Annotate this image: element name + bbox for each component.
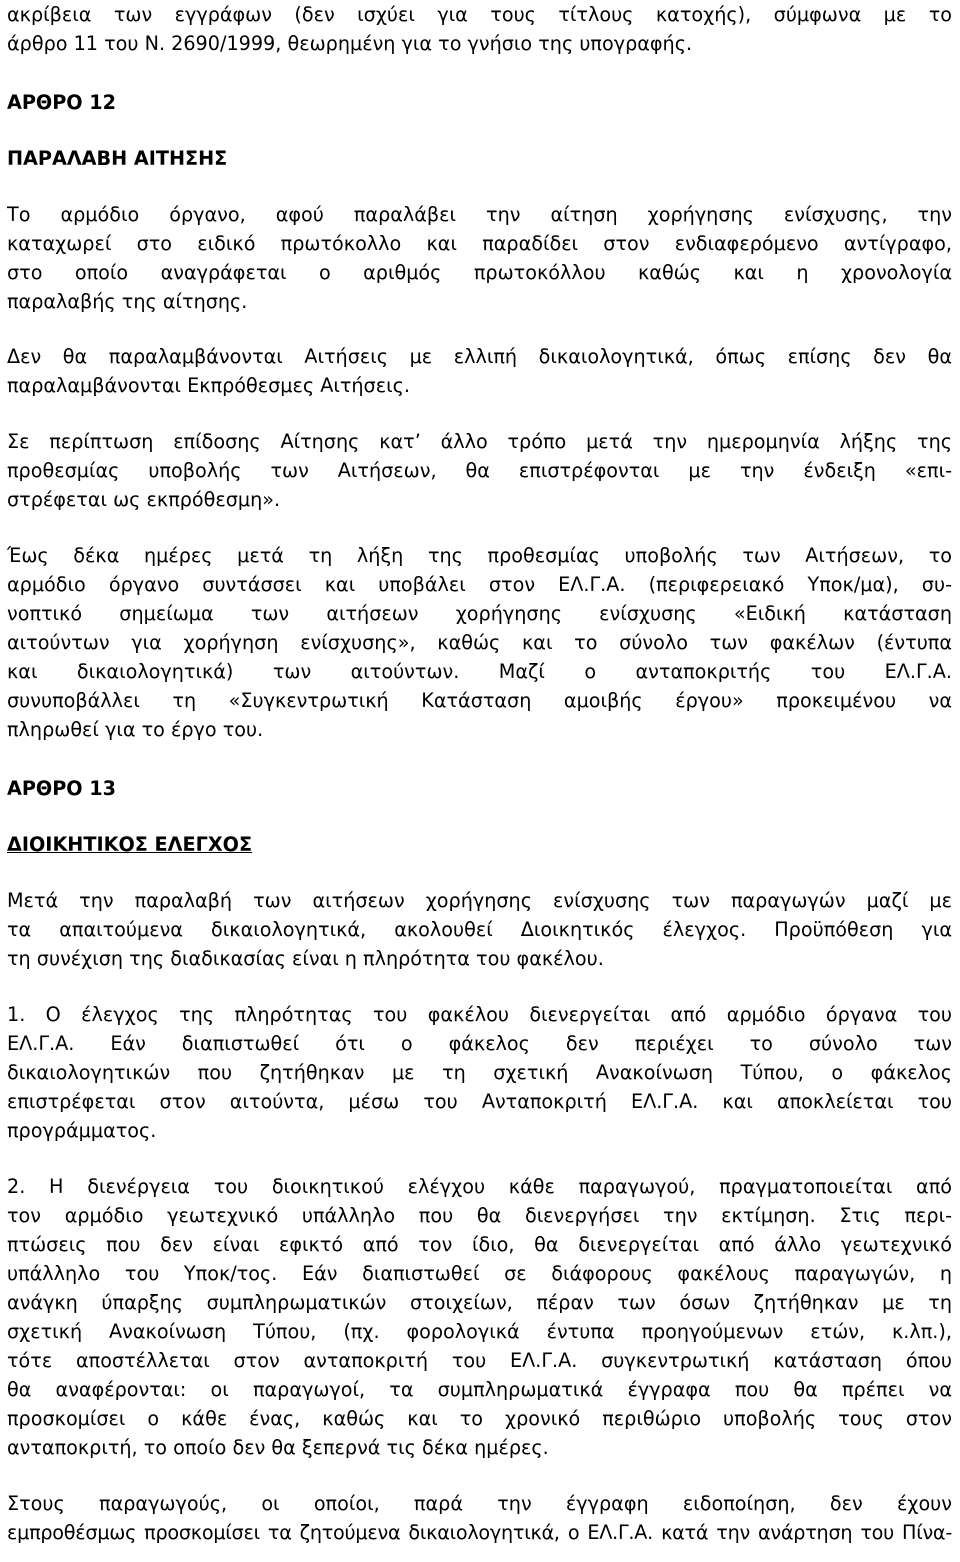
text-line: στρέφεται ως εκπρόθεσμη». — [7, 488, 281, 511]
article-12-paragraph-3 — [7, 427, 952, 514]
text-line: υπάλληλο του Υποκ/τος. Εάν διαπιστωθεί σε διάφορους φακέλους παραγωγών, η — [7, 1262, 952, 1285]
text-line: πληρωθεί για το έργο του. — [7, 718, 264, 741]
text-line: προγράμματος. — [7, 1119, 157, 1142]
article-12-paragraph-1 — [7, 200, 952, 316]
text-line: αιτούντων για χορήγηση ενίσχυσης», καθώς και το σύνολο των φακέλων (έντυπα — [7, 631, 952, 654]
text-line: πτώσεις που δεν είναι εφικτό από τον ίδιο, θα διενεργείται από άλλο γεωτεχνικό — [7, 1233, 952, 1256]
text-line: Σε περίπτωση επίδοσης Αίτησης κατ’ άλλο τρόπο μετά την ημερομηνία λήξης της — [7, 430, 952, 453]
text-line: άρθρο 11 του Ν. 2690/1999, θεωρημένη για το γνήσιο της υπογραφής. — [7, 32, 693, 55]
top-paragraph — [7, 0, 952, 58]
text-line: Έως δέκα ημέρες μετά τη λήξη της προθεσμίας υποβολής των Αιτήσεων, το — [7, 544, 952, 567]
text-line: 2. Η διενέργεια του διοικητικού ελέγχου κάθε παραγωγού, πραγματοποιείται από — [7, 1175, 952, 1198]
text-line: αρμόδιο όργανο συντάσσει και υποβάλει στον ΕΛ.Γ.Α. (περιφερειακό Υποκ/μα), συ- — [7, 573, 952, 596]
text-line: ακρίβεια των εγγράφων (δεν ισχύει για τους τίτλους κατοχής), σύμφωνα με το — [7, 3, 952, 26]
text-line: παραλαβής της αίτησης. — [7, 290, 248, 313]
text-line: τον αρμόδιο γεωτεχνικό υπάλληλο που θα διενεργήσει την εκτίμηση. Στις περι- — [7, 1204, 952, 1227]
text-line: θα αναφέρονται: οι παραγωγοί, τα συμπληρωματικά έγγραφα που θα πρέπει να — [7, 1378, 952, 1401]
article-13-paragraph-4 — [7, 1489, 952, 1547]
text-line: προθεσμίας υποβολής των Αιτήσεων, θα επιστρέφονται με την ένδειξη «επι- — [7, 459, 952, 482]
article-13-paragraph-1 — [7, 886, 952, 973]
text-line: επιστρέφεται στον αιτούντα, μέσω του Ανταποκριτή ΕΛ.Γ.Α. και αποκλείεται του — [7, 1090, 952, 1113]
article-12-number: ΑΡΘΡΟ 12 — [7, 91, 116, 114]
text-line: Δεν θα παραλαμβάνονται Αιτήσεις με ελλιπή δικαιολογητικά, όπως επίσης δεν θα — [7, 345, 952, 368]
text-line: σχετική Ανακοίνωση Τύπου, (πχ. φορολογικά έντυπα προηγούμενων ετών, κ.λπ.), — [7, 1320, 952, 1343]
article-13-number: ΑΡΘΡΟ 13 — [7, 777, 116, 800]
text-line: τα απαιτούμενα δικαιολογητικά, ακολουθεί Διοικητικός έλεγχος. Προϋπόθεση για — [7, 918, 952, 941]
text-line: Μετά την παραλαβή των αιτήσεων χορήγησης ενίσχυσης των παραγωγών μαζί με — [7, 889, 952, 912]
text-line: και δικαιολογητικά) των αιτούντων. Μαζί ο ανταποκριτής του ΕΛ.Γ.Α. — [7, 660, 952, 683]
text-line: προσκομίσει ο κάθε ένας, καθώς και το χρονικό περιθώριο υποβολής τους στον — [7, 1407, 952, 1430]
text-line: παραλαμβάνονται Εκπρόθεσμες Αιτήσεις. — [7, 374, 410, 397]
text-line: στο οποίο αναγράφεται ο αριθμός πρωτοκόλλου καθώς και η χρονολογία — [7, 261, 952, 284]
text-line: τη συνέχιση της διαδικασίας είναι η πληρότητα του φακέλου. — [7, 947, 604, 970]
article-13-paragraph-2 — [7, 1000, 952, 1145]
text-line: Στους παραγωγούς, οι οποίοι, παρά την έγγραφη ειδοποίηση, δεν έχουν — [7, 1492, 952, 1515]
text-line: καταχωρεί στο ειδικό πρωτόκολλο και παραδίδει στον ενδιαφερόμενο αντίγραφο, — [7, 232, 952, 255]
text-line: Το αρμόδιο όργανο, αφού παραλάβει την αίτηση χορήγησης ενίσχυσης, την — [7, 203, 952, 226]
article-12-paragraph-2 — [7, 342, 952, 400]
text-line: δικαιολογητικών που ζητήθηκαν με τη σχετική Ανακοίνωση Τύπου, ο φάκελος — [7, 1061, 952, 1084]
text-line: τότε αποστέλλεται στον ανταποκριτή του ΕΛ.Γ.Α. συγκεντρωτική κατάσταση όπου — [7, 1349, 952, 1372]
article-12-title: ΠΑΡΑΛΑΒΗ ΑΙΤΗΣΗΣ — [7, 147, 228, 170]
article-12-paragraph-4 — [7, 541, 952, 744]
text-line: ανάγκη ύπαρξης συμπληρωματικών στοιχείων, πέραν των όσων ζητήθηκαν με τη — [7, 1291, 952, 1314]
text-line: συνυποβάλλει τη «Συγκεντρωτική Κατάσταση αμοιβής έργου» προκειμένου να — [7, 689, 952, 712]
text-line: 1. Ο έλεγχος της πληρότητας του φακέλου διενεργείται από αρμόδιο όργανα του — [7, 1003, 952, 1026]
article-13-title: ΔΙΟΙΚΗΤΙΚΟΣ ΕΛΕΓΧΟΣ — [7, 833, 253, 856]
text-line: εμπροθέσμως προσκομίσει τα ζητούμενα δικαιολογητικά, ο ΕΛ.Γ.Α. κατά την ανάρτηση του Πίνα- — [7, 1521, 952, 1544]
article-13-paragraph-3 — [7, 1172, 952, 1462]
text-line: νοπτικό σημείωμα των αιτήσεων χορήγησης ενίσχυσης «Ειδική κατάσταση — [7, 602, 952, 625]
text-line: ανταποκριτή, το οποίο δεν θα ξεπερνά τις δέκα ημέρες. — [7, 1436, 549, 1459]
text-line: ΕΛ.Γ.Α. Εάν διαπιστωθεί ότι ο φάκελος δεν περιέχει το σύνολο των — [7, 1032, 952, 1055]
